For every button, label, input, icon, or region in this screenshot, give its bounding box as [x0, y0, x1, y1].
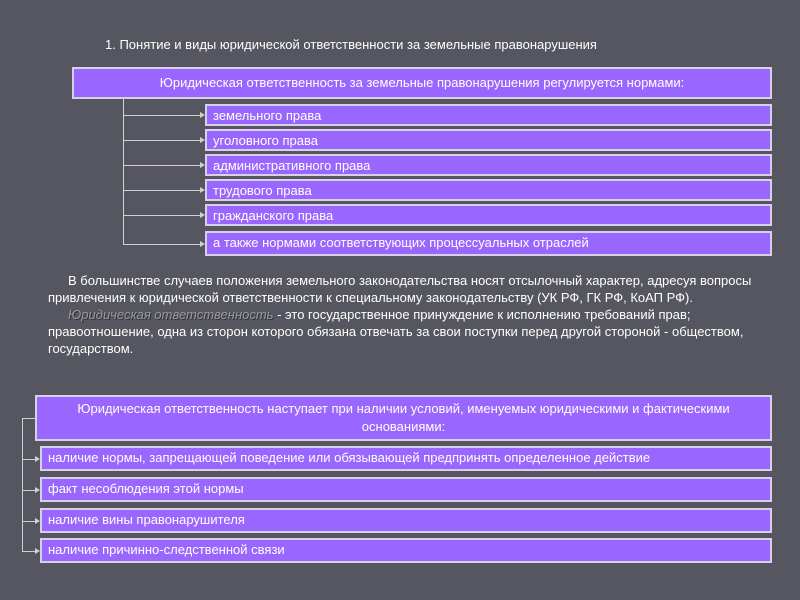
list-item-label: наличие вины правонарушителя — [48, 512, 245, 527]
list-item-label: уголовного права — [213, 133, 318, 148]
top-connector-line — [123, 99, 124, 245]
list-item-label: а также нормами соответствующих процессуальных отраслей — [213, 235, 589, 250]
paragraph-1: В большинстве случаев положения земельного законодательства носят отсылочный характер, адресуя вопросы привлечения к юридической ответственности к специальному законодательству (УК РФ, ГК РФ, КоАП РФ). — [48, 273, 752, 305]
list-item — [205, 104, 772, 126]
connector-branch — [123, 165, 200, 166]
slide-title: 1. Понятие и виды юридической ответственности за земельные правонарушения — [105, 37, 597, 52]
connector-branch — [123, 140, 200, 141]
paragraph-2 — [48, 306, 778, 357]
list-item-label: наличие нормы, запрещающей поведение или обязывающей предпринять определенное действие — [48, 450, 651, 465]
list-item-label: гражданского права — [213, 208, 334, 223]
bottom-diagram-header — [35, 395, 772, 441]
body-paragraph — [48, 272, 778, 357]
list-item-label: земельного права — [213, 108, 322, 123]
list-item-label: факт несоблюдения этой нормы — [48, 481, 244, 496]
definition-text: - это государственное принуждение к исполнению требований прав; правоотношение, одна из сторон которого обязана отвечать за свои поступки перед другой стороной - обществом, государством. — [48, 307, 744, 356]
connector-branch — [123, 115, 200, 116]
connector-branch — [22, 459, 35, 460]
list-item — [40, 477, 772, 502]
list-item — [40, 446, 772, 471]
connector-branch — [22, 490, 35, 491]
term-highlight: Юридическая ответственность — [68, 307, 274, 322]
list-item — [205, 204, 772, 226]
bottom-header-text: Юридическая ответственность наступает при наличии условий, именуемых юридическими и фактическими основаниями: — [77, 401, 730, 434]
list-item — [205, 129, 772, 151]
connector-branch — [22, 521, 35, 522]
list-item-label: административного права — [213, 158, 371, 173]
bottom-connector-line — [22, 418, 23, 552]
list-item — [205, 154, 772, 176]
top-diagram-header — [72, 67, 772, 99]
list-item-label: трудового права — [213, 183, 312, 198]
list-item — [40, 508, 772, 533]
connector-branch — [123, 215, 200, 216]
top-header-text: Юридическая ответственность за земельные правонарушения регулируется нормами: — [159, 75, 685, 90]
connector-branch — [123, 190, 200, 191]
list-item — [205, 231, 772, 256]
list-item — [40, 538, 772, 563]
connector-branch — [22, 551, 35, 552]
list-item — [205, 179, 772, 201]
connector-branch — [123, 244, 200, 245]
list-item-label: наличие причинно-следственной связи — [48, 542, 285, 557]
bottom-connector-stub — [22, 418, 35, 419]
